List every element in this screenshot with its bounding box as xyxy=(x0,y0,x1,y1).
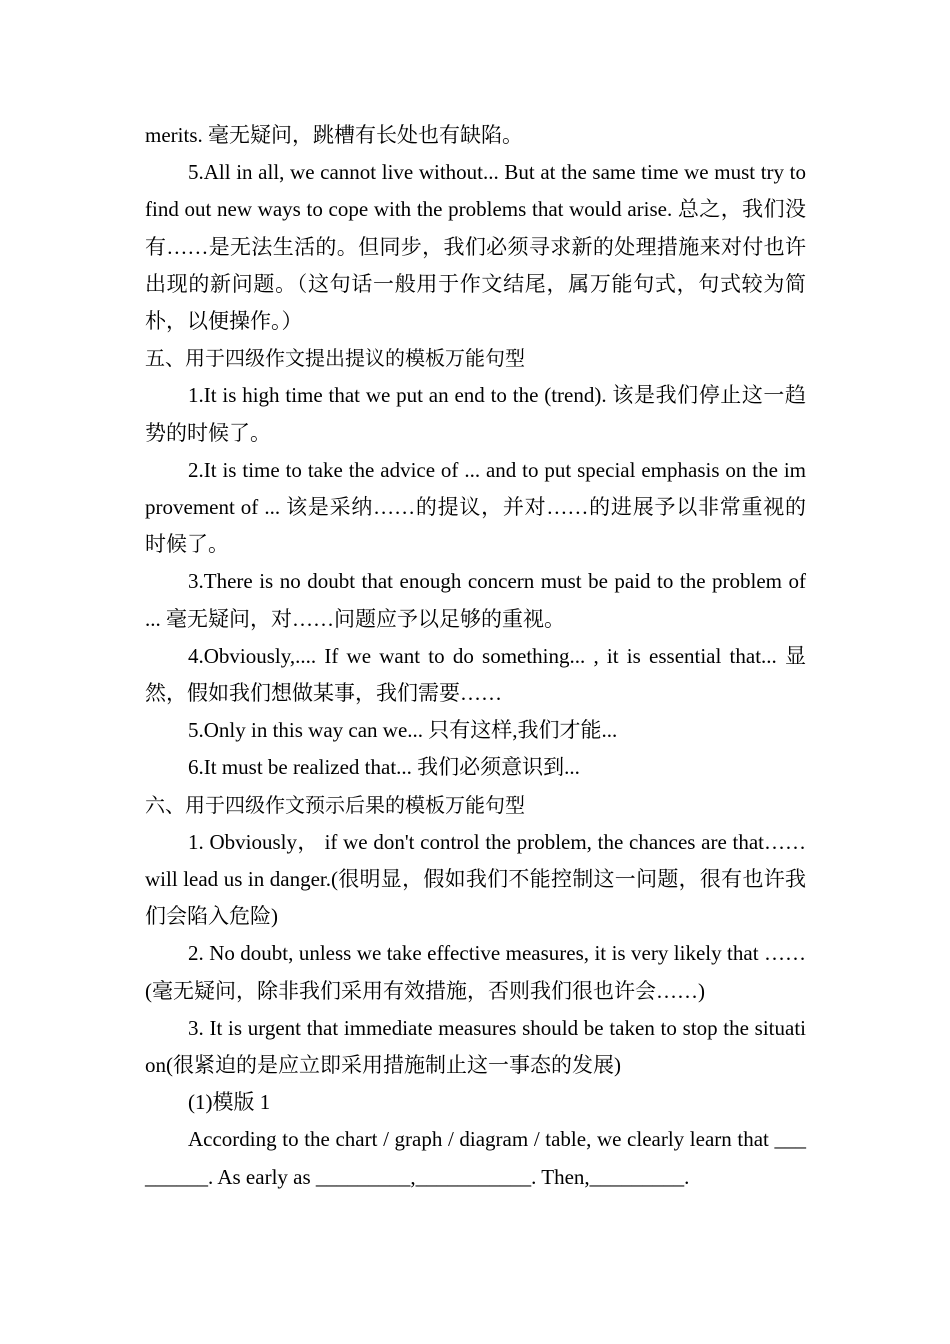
paragraph: 3. It is urgent that immediate measures should be taken to stop the situation(很紧迫的是应立即采用措施制止这一事态的发展) xyxy=(145,1015,806,1078)
section-heading: 五、用于四级作文提出提议的模板万能句型 xyxy=(145,346,525,371)
paragraph: 4.Obviously,.... If we want to do something... , it is essential that... 显然，假如我们想做某事，我们需要…… xyxy=(145,643,806,706)
paragraph: 5.Only in this way can we... 只有这样,我们才能... xyxy=(188,718,618,743)
paragraph: 1.It is high time that we put an end to the (trend). 该是我们停止这一趋势的时候了。 xyxy=(145,383,806,445)
paragraph: merits. 毫无疑问，跳槽有长处也有缺陷。 xyxy=(145,123,523,147)
paragraph: 2. No doubt, unless we take effective measures, it is very likely that ……(毫无疑问，除非我们采用有效措施，否则我们很也许会……) xyxy=(145,941,806,1003)
section-heading: 六、用于四级作文预示后果的模板万能句型 xyxy=(145,792,525,817)
paragraph: According to the chart / graph / diagram / table, we clearly learn that _________. As early as _________,___________. Then,_________. xyxy=(145,1127,806,1189)
paragraph: (1)模版 1 xyxy=(188,1090,271,1115)
paragraph: 1. Obviously， if we don't control the problem, the chances are that……will lead us in danger.(很明显，假如我们不能控制这一问题，很有也许我们会陷入危险) xyxy=(145,829,806,929)
paragraph: 3.There is no doubt that enough concern must be paid to the problem of ... 毫无疑问，对……问题应予以足够的重视。 xyxy=(145,569,806,631)
paragraph: 6.It must be realized that... 我们必须意识到... xyxy=(188,755,580,780)
paragraph: 2.It is time to take the advice of ... and to put special emphasis on the improvement of ... 该是采纳……的提议，并对……的进展予以非常重视的时候了。 xyxy=(145,457,806,557)
document-page xyxy=(145,117,806,1196)
paragraph: 5.All in all, we cannot live without... But at the same time we must try to find out new ways to cope with the problems that would arise. 总之，我们没有……是无法生活的。但同步，我们必须寻求新的处理措施来对付也许出现的新问题。（这句话一般用于作文结尾，属万能句式，句式较为简朴，以便操作。） xyxy=(145,160,806,334)
